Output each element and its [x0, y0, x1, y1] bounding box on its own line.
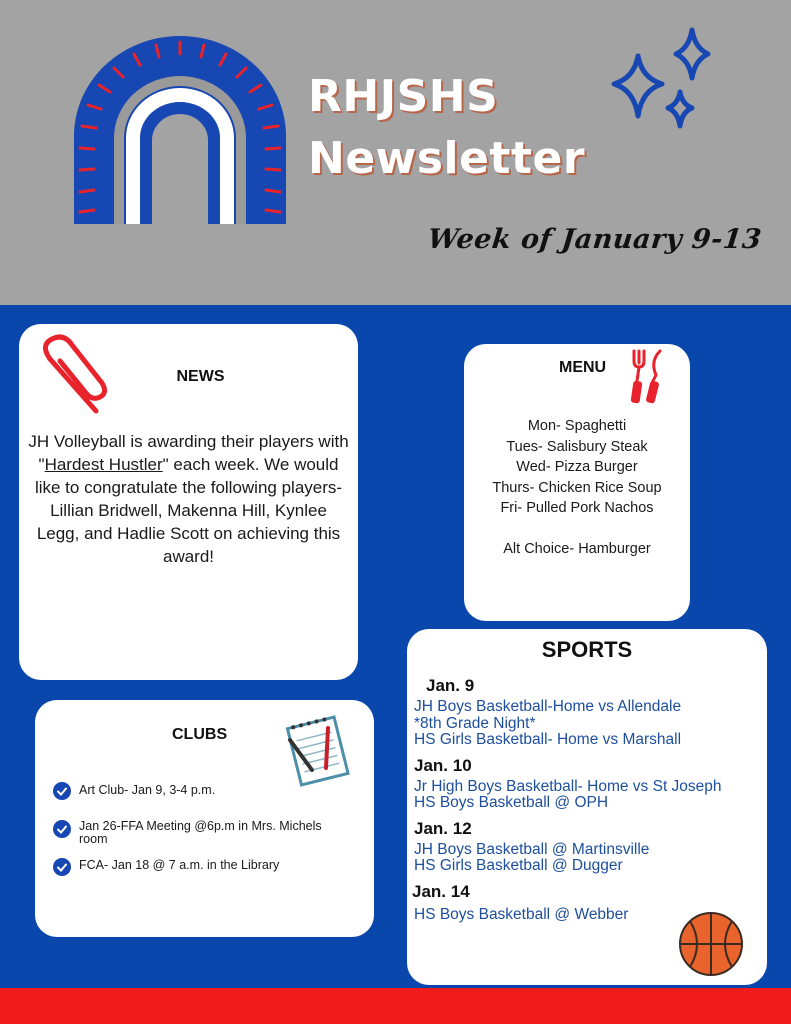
checkmark-icon: [53, 820, 71, 838]
sports-date: Jan. 14: [412, 881, 470, 901]
sports-date: Jan. 10: [414, 755, 472, 775]
sports-event: HS Boys Basketball @ OPH: [414, 794, 609, 811]
rainbow-icon: [70, 28, 290, 228]
sports-title: SPORTS: [541, 637, 633, 662]
sports-event: HS Girls Basketball- Home vs Marshall: [414, 731, 682, 748]
menu-gap: [464, 519, 690, 539]
sports-event: JH Boys Basketball-Home vs Allendale: [414, 698, 682, 715]
club-item-text: FCA- Jan 18 @ 7 a.m. in the Library: [79, 858, 280, 872]
sports-event: *8th Grade Night*: [414, 714, 536, 732]
sports-date: Jan. 12: [414, 818, 472, 838]
paperclip-icon: [36, 333, 110, 419]
sports-day-jan-9: [414, 675, 764, 749]
sports-schedule: [414, 675, 764, 929]
sports-event: HS Boys Basketball @ Webber: [414, 905, 629, 923]
menu-item-wed: Wed- Pizza Burger: [516, 459, 638, 475]
sports-event: HS Girls Basketball @ Dugger: [414, 857, 623, 874]
menu-title: MENU: [559, 359, 607, 376]
sports-event: Jr High Boys Basketball- Home vs St Joseph: [414, 777, 722, 795]
menu-alt-choice: Alt Choice- Hamburger: [503, 540, 651, 557]
sports-day-jan-10: [414, 755, 764, 812]
hardest-hustler-link[interactable]: Hardest Hustler: [44, 455, 163, 474]
news-title: NEWS: [176, 368, 225, 385]
club-item: [53, 858, 349, 876]
checkmark-icon: [53, 858, 71, 876]
club-item: [53, 820, 349, 845]
clubs-title: CLUBS: [172, 726, 228, 743]
news-body-post: " each week. We would like to congratulate the following players- Lillian Bridwell, Makenna Hill, Kynlee Legg, and Hadlie Scott on achieving this award!: [34, 455, 343, 566]
sports-day-jan-12: [414, 818, 764, 875]
fork-knife-icon: [628, 347, 666, 407]
menu-list: [464, 416, 690, 559]
title-line-1: RHJSHS: [308, 71, 499, 122]
basketball-icon: [678, 911, 744, 977]
newsletter-title: [308, 66, 585, 190]
club-item-text: Art Club- Jan 9, 3-4 p.m.: [79, 783, 216, 797]
footer-bar: [0, 988, 791, 1024]
sports-date: Jan. 9: [426, 676, 475, 695]
week-label: Week of January 9-13: [426, 224, 764, 255]
news-body: [27, 430, 350, 568]
notebook-icon: [280, 714, 355, 789]
menu-item-thurs: Thurs- Chicken Rice Soup: [492, 479, 662, 496]
sparkles-icon: [608, 26, 718, 136]
sports-event: JH Boys Basketball @ Martinsville: [414, 840, 650, 858]
menu-item-fri: Fri- Pulled Pork Nachos: [500, 500, 654, 516]
club-item-text: Jan 26-FFA Meeting @6p.m in Mrs. Michels room: [79, 819, 322, 846]
menu-item-tues: Tues- Salisbury Steak: [506, 438, 648, 455]
title-line-2: Newsletter: [308, 133, 586, 184]
news-body-pre: JH Volleyball is awarding their players with ": [28, 432, 349, 474]
checkmark-icon: [53, 782, 71, 800]
menu-item-mon: Mon- Spaghetti: [527, 418, 627, 434]
